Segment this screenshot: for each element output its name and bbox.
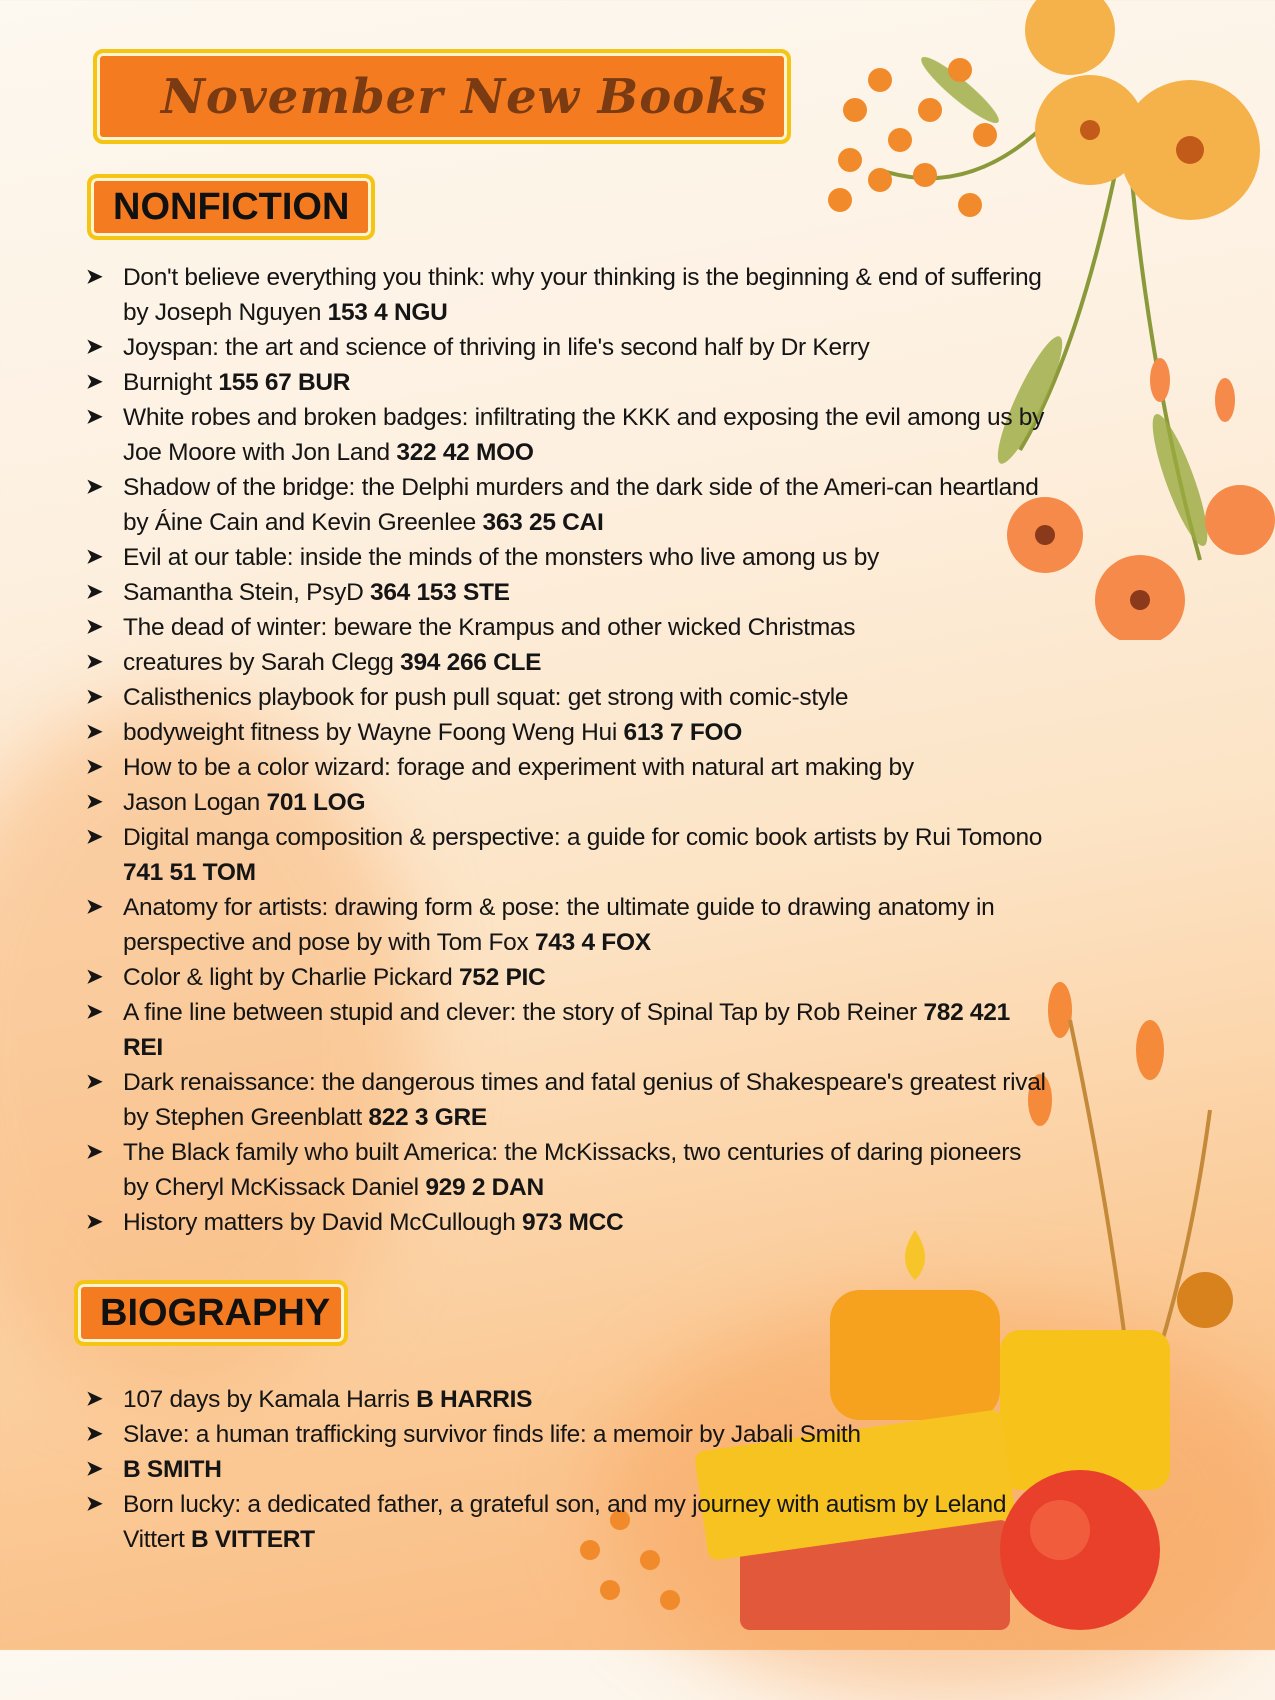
arrow-bullet-icon: ➤: [86, 1001, 103, 1023]
book-list-item: [86, 1135, 1046, 1205]
book-list-item: [86, 785, 1046, 820]
arrow-bullet-icon: ➤: [86, 476, 103, 498]
arrow-bullet-icon: ➤: [86, 1141, 103, 1163]
arrow-bullet-icon: ➤: [86, 546, 103, 568]
book-list-item: [86, 1065, 1046, 1135]
book-list-item: [86, 890, 1046, 960]
book-title-author: Calisthenics playbook for push pull squat: get strong with comic-style: [123, 684, 849, 711]
book-list-item: [86, 995, 1046, 1065]
biography-heading: BIOGRAPHY: [100, 1291, 331, 1334]
book-list-item: [86, 1205, 1046, 1240]
book-title-author: Shadow of the bridge: the Delphi murders and the dark side of the Ameri-can heartland by Áine Cain and Kevin Greenlee: [123, 474, 1039, 536]
book-list-item: [86, 470, 1046, 540]
book-title-author: Born lucky: a dedicated father, a grateful son, and my journey with autism by Leland Vittert: [123, 1491, 1007, 1553]
arrow-bullet-icon: ➤: [86, 896, 103, 918]
book-list-item: [86, 960, 1046, 995]
book-title-author: Evil at our table: inside the minds of the monsters who live among us by: [123, 544, 879, 571]
call-number: 394 266 CLE: [400, 649, 542, 676]
arrow-bullet-icon: ➤: [86, 826, 103, 848]
book-title-author: Samantha Stein, PsyD: [123, 579, 364, 606]
book-title-author: Burnight: [123, 369, 212, 396]
book-list-item: [86, 645, 1046, 680]
book-list-item: [86, 820, 1046, 890]
nonfiction-heading-badge: [87, 174, 375, 240]
arrow-bullet-icon: ➤: [86, 1211, 103, 1233]
book-title-author: bodyweight fitness by Wayne Foong Weng Hui: [123, 719, 618, 746]
call-number: B SMITH: [123, 1456, 222, 1483]
biography-list: [86, 1382, 1046, 1557]
arrow-bullet-icon: ➤: [86, 336, 103, 358]
book-list-item: [86, 400, 1046, 470]
book-list-item: [86, 1382, 1046, 1417]
book-title-author: Don't believe everything you think: why your thinking is the beginning & end of suffering by Joseph Nguyen: [123, 264, 1042, 326]
book-title-author: Color & light by Charlie Pickard: [123, 964, 453, 991]
book-title-author: The dead of winter: beware the Krampus and other wicked Christmas: [123, 614, 856, 641]
book-title-author: Dark renaissance: the dangerous times and fatal genius of Shakespeare's greatest rival by Stephen Greenblatt: [123, 1069, 1046, 1131]
book-list-item: [86, 575, 1046, 610]
call-number: 153 4 NGU: [327, 299, 448, 326]
arrow-bullet-icon: ➤: [86, 406, 103, 428]
call-number: 741 51 TOM: [123, 859, 256, 886]
arrow-bullet-icon: ➤: [86, 1388, 103, 1410]
call-number: 752 PIC: [458, 964, 546, 991]
page-title-banner: [93, 49, 791, 144]
book-title-author: creatures by Sarah Clegg: [123, 649, 394, 676]
book-list-item: [86, 680, 1046, 715]
call-number: 929 2 DAN: [425, 1174, 544, 1201]
call-number: 322 42 MOO: [396, 439, 534, 466]
arrow-bullet-icon: ➤: [86, 721, 103, 743]
book-title-author: History matters by David McCullough: [123, 1209, 516, 1236]
call-number: 613 7 FOO: [623, 719, 743, 746]
arrow-bullet-icon: ➤: [86, 616, 103, 638]
arrow-bullet-icon: ➤: [86, 371, 103, 393]
book-list-item: [86, 1452, 1046, 1487]
arrow-bullet-icon: ➤: [86, 966, 103, 988]
call-number: 743 4 FOX: [534, 929, 651, 956]
biography-heading-badge: [74, 1280, 348, 1346]
book-title-author: Jason Logan: [123, 789, 261, 816]
arrow-bullet-icon: ➤: [86, 791, 103, 813]
arrow-bullet-icon: ➤: [86, 651, 103, 673]
book-list-item: [86, 260, 1046, 330]
book-title-author: Joyspan: the art and science of thriving in life's second half by Dr Kerry: [123, 334, 870, 361]
nonfiction-heading: NONFICTION: [113, 185, 350, 228]
arrow-bullet-icon: ➤: [86, 266, 103, 288]
call-number: 363 25 CAI: [482, 509, 604, 536]
book-title-author: The Black family who built America: the McKissacks, two centuries of daring pioneers by Cheryl McKissack Daniel: [123, 1139, 1022, 1201]
book-title-author: Slave: a human trafficking survivor finds life: a memoir by Jabali Smith: [123, 1421, 861, 1448]
book-title-author: A fine line between stupid and clever: the story of Spinal Tap by Rob Reiner: [123, 999, 917, 1026]
book-title-author: How to be a color wizard: forage and experiment with natural art making by: [123, 754, 914, 781]
book-list-item: [86, 365, 1046, 400]
call-number: B HARRIS: [416, 1386, 533, 1413]
call-number: 973 MCC: [522, 1209, 624, 1236]
arrow-bullet-icon: ➤: [86, 1071, 103, 1093]
book-list-item: [86, 330, 1046, 365]
call-number: 701 LOG: [266, 789, 366, 816]
book-list-item: [86, 715, 1046, 750]
arrow-bullet-icon: ➤: [86, 1458, 103, 1480]
call-number: 782 421 REI: [123, 999, 1010, 1061]
book-title-author: White robes and broken badges: infiltrating the KKK and exposing the evil among us by Joe Moore with Jon Land: [123, 404, 1045, 466]
book-list-item: [86, 750, 1046, 785]
arrow-bullet-icon: ➤: [86, 1423, 103, 1445]
book-title-author: Digital manga composition & perspective: a guide for comic book artists by Rui Tomono: [123, 824, 1043, 851]
call-number: B VITTERT: [190, 1526, 315, 1553]
book-list-item: [86, 610, 1046, 645]
page-title: November New Books: [161, 68, 768, 125]
arrow-bullet-icon: ➤: [86, 686, 103, 708]
book-list-item: [86, 1417, 1046, 1452]
arrow-bullet-icon: ➤: [86, 581, 103, 603]
book-title-author: 107 days by Kamala Harris: [123, 1386, 410, 1413]
book-list-item: [86, 1487, 1046, 1557]
call-number: 155 67 BUR: [218, 369, 351, 396]
call-number: 822 3 GRE: [368, 1104, 487, 1131]
book-title-author: Anatomy for artists: drawing form & pose: the ultimate guide to drawing anatomy in perspective and pose by with Tom Fox: [123, 894, 995, 956]
nonfiction-list: [86, 260, 1046, 1240]
arrow-bullet-icon: ➤: [86, 756, 103, 778]
arrow-bullet-icon: ➤: [86, 1493, 103, 1515]
book-list-item: [86, 540, 1046, 575]
call-number: 364 153 STE: [370, 579, 510, 606]
